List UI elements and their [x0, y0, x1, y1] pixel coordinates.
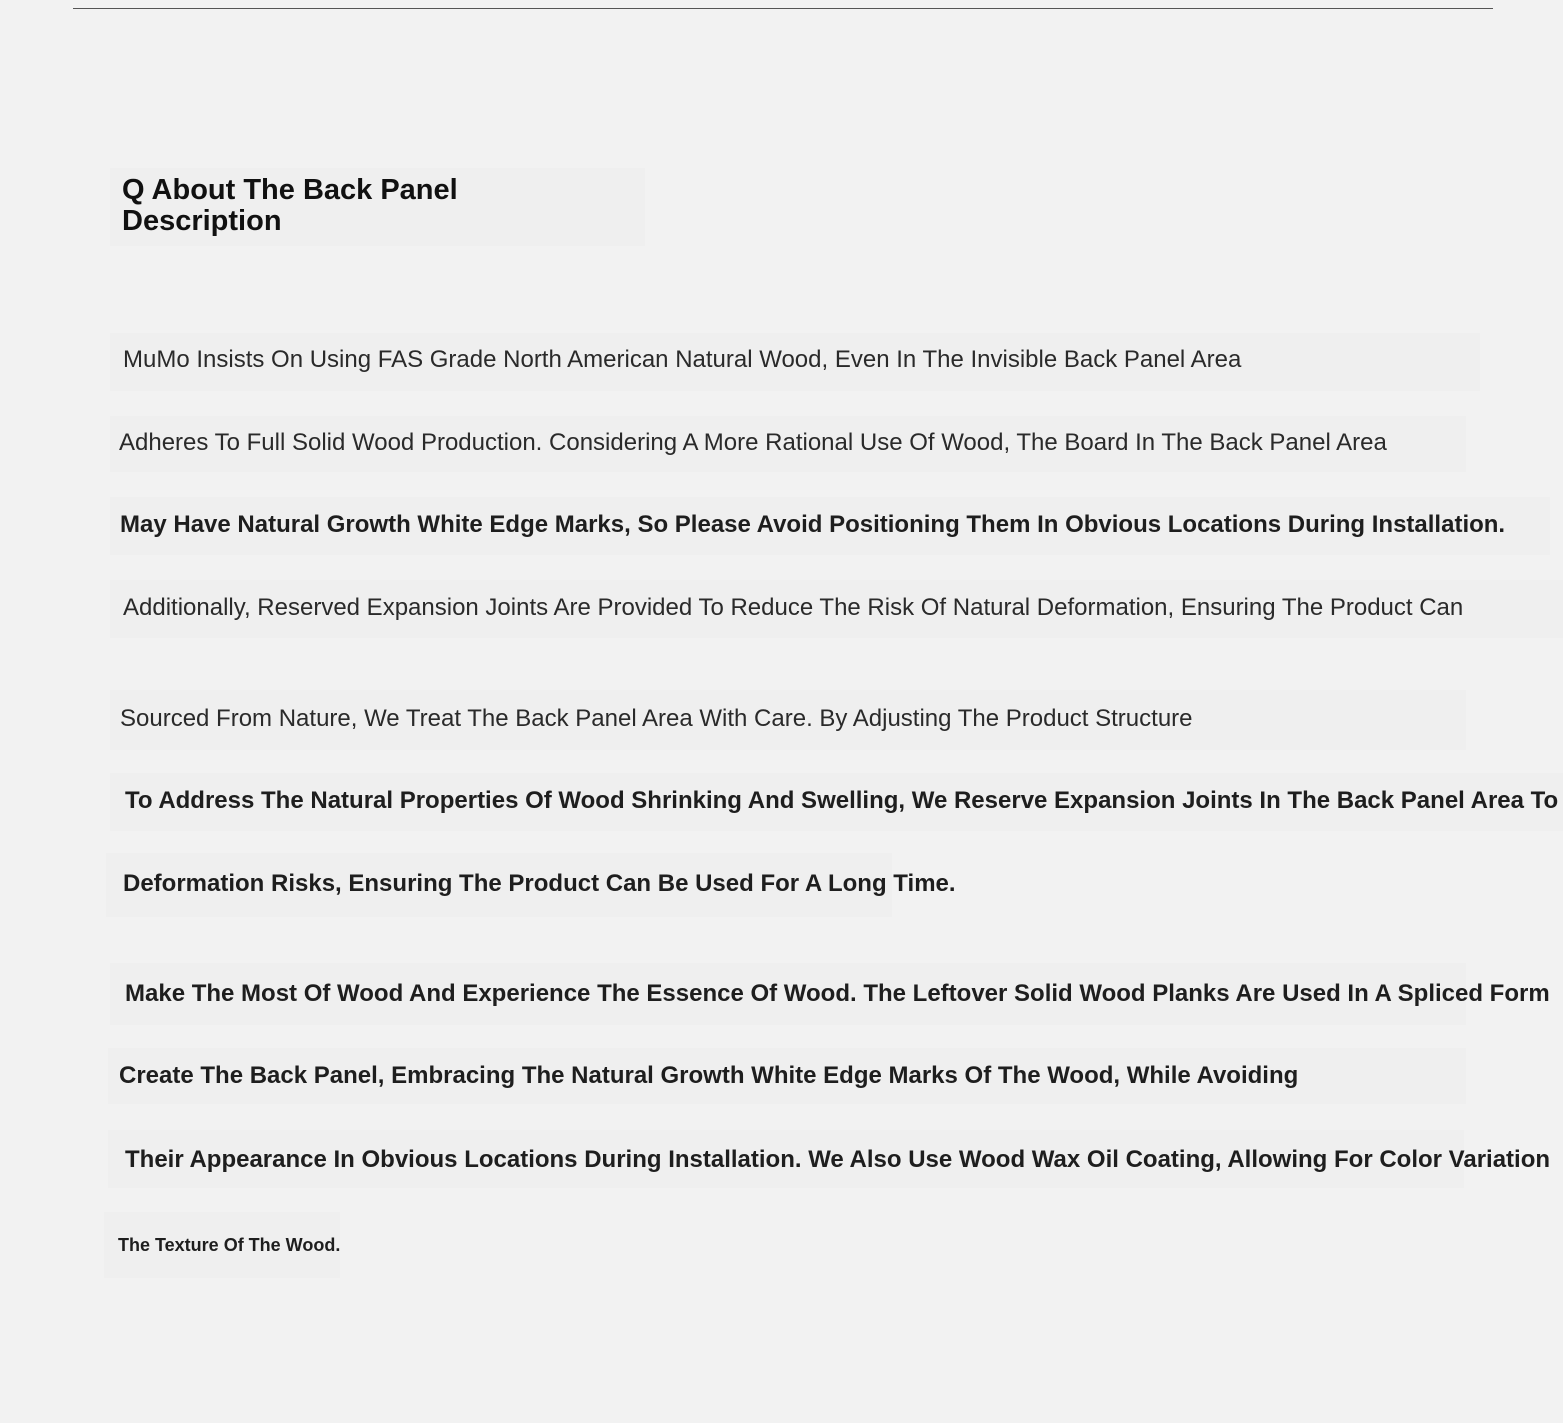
description-text: Deformation Risks, Ensuring The Product Can Be Used For A Long Time. — [123, 870, 956, 897]
description-text: Additionally, Reserved Expansion Joints Are Provided To Reduce The Risk Of Natural Deformation, Ensuring The Product Can — [123, 594, 1464, 621]
description-text: Make The Most Of Wood And Experience The Essence Of Wood. The Leftover Solid Wood Planks Are Used In A Spliced Form — [125, 980, 1550, 1007]
description-text: To Address The Natural Properties Of Wood Shrinking And Swelling, We Reserve Expansion Joints In The Back Panel Area To — [125, 787, 1559, 814]
section-title: Q About The Back Panel Description — [122, 174, 458, 237]
description-text: MuMo Insists On Using FAS Grade North American Natural Wood, Even In The Invisible Back Panel Area — [123, 346, 1242, 373]
description-line — [106, 853, 956, 917]
description-line — [110, 690, 1466, 750]
description-text: Create The Back Panel, Embracing The Natural Growth White Edge Marks Of The Wood, While Avoiding — [119, 1062, 1299, 1089]
description-line — [110, 497, 1550, 555]
description-text: The Texture Of The Wood. — [118, 1235, 341, 1255]
description-line — [104, 1212, 340, 1278]
description-text: May Have Natural Growth White Edge Marks, So Please Avoid Positioning Them In Obvious Locations During Installation. — [120, 511, 1506, 538]
description-line — [108, 1130, 1551, 1188]
description-line — [110, 580, 1563, 638]
description-line — [110, 333, 1480, 391]
description-line — [110, 416, 1466, 472]
description-text: Adheres To Full Solid Wood Production. Considering A More Rational Use Of Wood, The Board In The Back Panel Area — [119, 429, 1387, 456]
description-line — [110, 963, 1550, 1025]
description-line — [108, 1048, 1466, 1104]
description-text: Sourced From Nature, We Treat The Back Panel Area With Care. By Adjusting The Product Structure — [120, 705, 1193, 732]
description-line — [110, 773, 1563, 831]
description-text: Their Appearance In Obvious Locations During Installation. We Also Use Wood Wax Oil Coating, Allowing For Color Variation — [125, 1146, 1551, 1173]
